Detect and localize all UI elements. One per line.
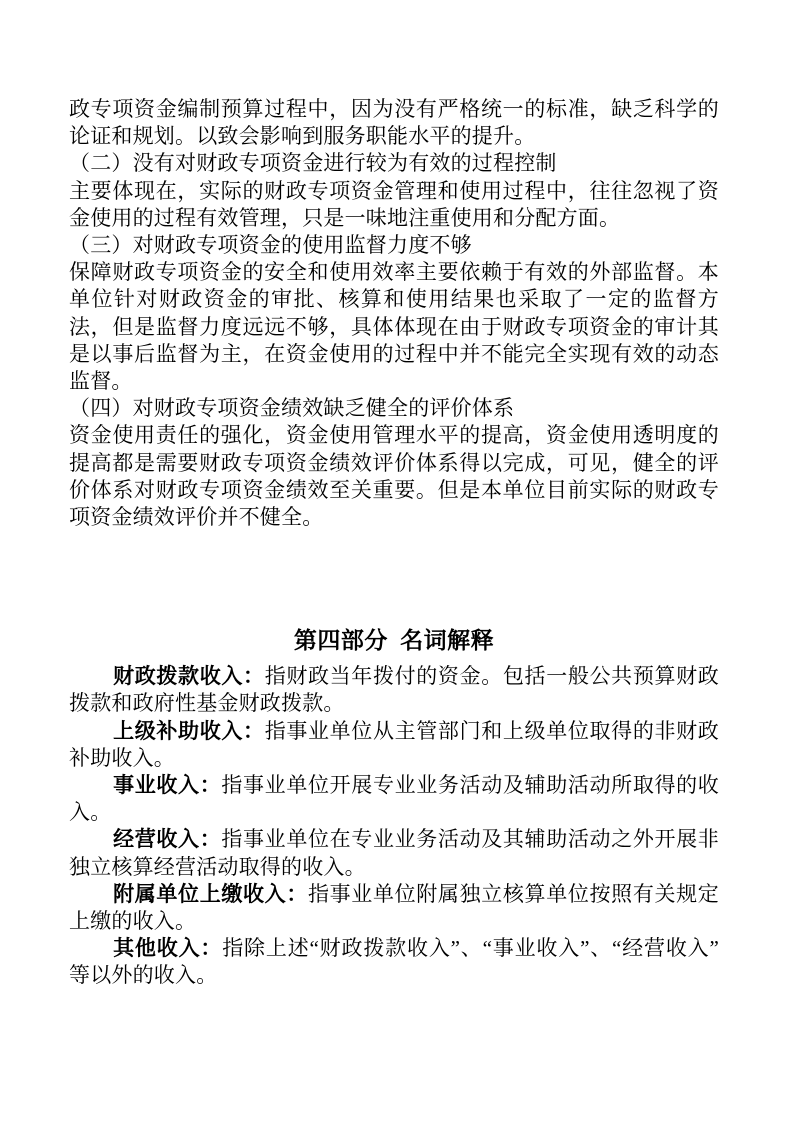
paragraph: 主要体现在，实际的财政专项资金管理和使用过程中，往往忽视了资金使用的过程有效管理，只是一味地注重使用和分配方面。 bbox=[69, 178, 719, 230]
term-paragraph bbox=[69, 935, 719, 989]
term-paragraph bbox=[69, 772, 719, 826]
term-label: 经营收入： bbox=[113, 827, 222, 852]
term-label: 上级补助收入： bbox=[113, 718, 265, 743]
paragraph-continuation: 政专项资金编制预算过程中，因为没有严格统一的标准，缺乏科学的论证和规划。以致会影响到服务职能水平的提升。 bbox=[69, 97, 719, 149]
subheading-item-4: （四）对财政专项资金绩效缺乏健全的评价体系 bbox=[69, 396, 515, 421]
section-glossary bbox=[69, 663, 719, 989]
subheading-item-3: （三）对财政专项资金的使用监督力度不够 bbox=[69, 233, 472, 258]
term-definition: 指财政当年拨付的资金。包括一般公共预算财政拨款和政府性基金财政拨款。 bbox=[69, 664, 719, 716]
term-definition: 指事业单位开展专业业务活动及辅助活动所取得的收入。 bbox=[69, 773, 719, 825]
term-label: 附属单位上缴收入： bbox=[113, 881, 308, 906]
paragraph: 保障财政专项资金的安全和使用效率主要依赖于有效的外部监督。本单位针对财政资金的审批、核算和使用结果也采取了一定的监督方法，但是监督力度远远不够，具体体现在由于财政专项资金的审计其是以事后监督为主，在资金使用的过程中并不能完全实现有效的动态监督。 bbox=[69, 260, 719, 394]
term-paragraph bbox=[69, 826, 719, 880]
page-content bbox=[69, 96, 719, 990]
term-definition: 指事业单位从主管部门和上级单位取得的非财政补助收入。 bbox=[69, 718, 719, 770]
term-definition: 指事业单位在专业业务活动及其辅助活动之外开展非独立核算经营活动取得的收入。 bbox=[69, 827, 719, 879]
term-paragraph bbox=[69, 663, 719, 717]
term-label: 其他收入： bbox=[113, 936, 223, 961]
term-definition: 指事业单位附属独立核算单位按照有关规定上缴的收入。 bbox=[69, 881, 719, 934]
term-label: 财政拨款收入： bbox=[113, 664, 265, 689]
term-definition: 指除上述“财政拨款收入”、“事业收入”、“经营收入”等以外的收入。 bbox=[69, 936, 720, 988]
part4-section-heading: 第四部分 名词解释 bbox=[293, 628, 495, 654]
paragraph: 资金使用责任的强化，资金使用管理水平的提高，资金使用透明度的提高都是需要财政专项资金绩效评价体系得以完成，可见，健全的评价体系对财政专项资金绩效至关重要。但是本单位目前实际的财政专项资金绩效评价并不健全。 bbox=[69, 423, 719, 530]
subheading-item-2: （二）没有对财政专项资金进行较为有效的过程控制 bbox=[69, 151, 557, 176]
term-paragraph bbox=[69, 881, 719, 935]
term-paragraph bbox=[69, 718, 719, 772]
term-label: 事业收入： bbox=[113, 773, 222, 798]
section-issues bbox=[69, 96, 719, 531]
